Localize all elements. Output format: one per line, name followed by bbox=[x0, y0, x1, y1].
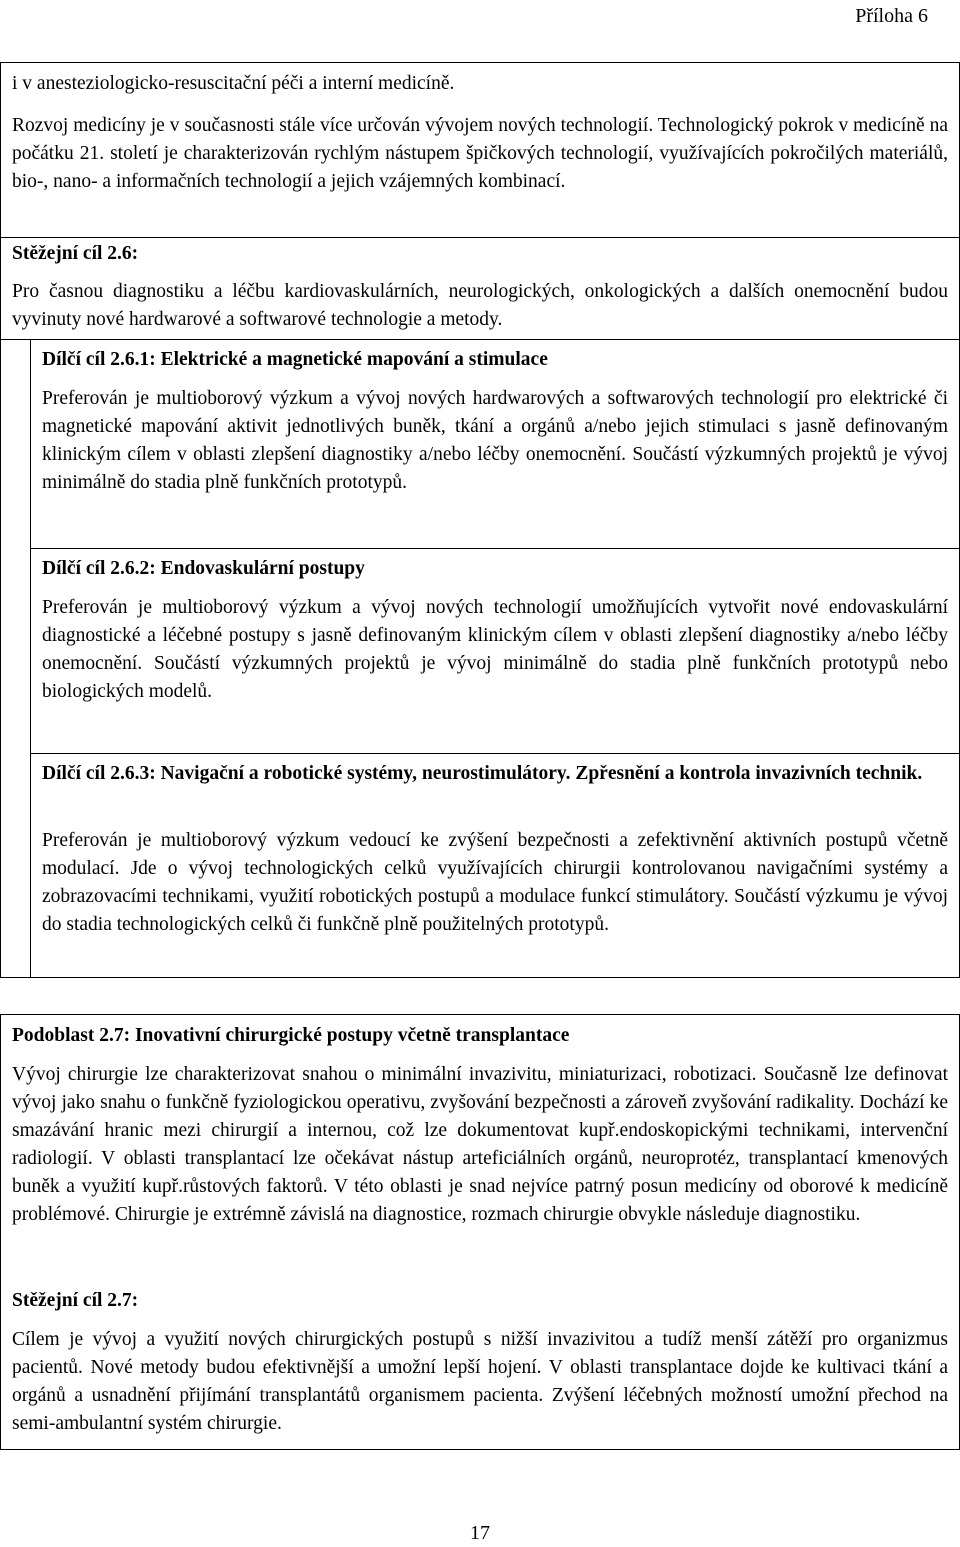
subgoal-2-6-2-text: Preferován je multioborový výzkum a vývoj nových technologií umožňujících vytvořit nové endovaskulární diagnostické a léčebné postupy s jasně definovaným klinickým cílem v oblasti zlepšení diagnostiky a/nebo léčby onemocnění. Součástí výzkumných projektů je vývoj minimálně do stadia plně funkčních prototypů nebo biologických modelů. bbox=[42, 597, 948, 702]
subgoal-2-6-2-heading: Dílčí cíl 2.6.2: Endovaskulární postupy bbox=[42, 558, 365, 579]
goal-2-6-text: Pro časnou diagnostiku a léčbu kardiovaskulárních, neurologických, onkologických a dalších onemocnění budou vyvinuty nové hardwarové a softwarové technologie a metody. bbox=[12, 281, 948, 330]
goal-2-7-heading: Stěžejní cíl 2.7: bbox=[12, 1290, 139, 1311]
page-number: 17 bbox=[470, 1522, 490, 1544]
subgoal-2-6-3-text: Preferován je multioborový výzkum vedoucí ke zvýšení bezpečnosti a zefektivnění aktivních postupů včetně modulací. Jde o vývoj technologických celků využívajících chirurgii kontrolovanou navigačními systémy a zobrazovacími technikami, využití robotických postupů a modulace funkcí stimulátory. Součástí výzkumu je vývoj do stadia technologických celků či funkčně plně použitelných prototypů. bbox=[42, 830, 948, 935]
subgoal-column-line bbox=[30, 339, 31, 978]
subgoal-2-6-3-heading: Dílčí cíl 2.6.3: Navigační a robotické systémy, neurostimulátory. Zpřesnění a kontrola invazivních technik. bbox=[42, 763, 923, 784]
subgoal-2-6-1-text: Preferován je multioborový výzkum a vývoj nových hardwarových a softwarových technologií pro elektrické či magnetické mapování aktivit jednotlivých buněk, tkání a orgánů a/nebo jejich stimulaci s jasně definovaným klinickým cílem v oblasti zlepšení diagnostiky a/nebo léčby onemocnění. Součástí výzkumných projektů je vývoj minimálně do stadia plně funkčních prototypů. bbox=[42, 388, 948, 493]
intro-line: i v anesteziologicko-resuscitační péči a interní medicíně. bbox=[12, 73, 455, 94]
appendix-label: Příloha 6 bbox=[855, 5, 928, 27]
divider bbox=[30, 753, 960, 754]
section-2-7-paragraph: Vývoj chirurgie lze charakterizovat snahou o minimální invazivitu, miniaturizaci, robotizaci. Současně lze definovat vývoj jako snahu o funkčně fyziologickou operativu, zvyšování bezpečnosti a zároveň zvyšování radikality. Dochází ke smazávání hranic mezi chirurgií a internou, což lze dokumentovat kupř.endoskopickými technikami, intervenční radiologií. V oblasti transplantací lze očekávat nástup arteficiálních orgánů, neuroprotéz, transplantací kmenových buněk a využití kupř.růstových faktorů. V této oblasti je snad nejvíce patrný posun medicíny od oborové k medicíně problémové. Chirurgie je extrémně závislá na diagnostice, rozmach chirurgie obvykle následuje diagnostiku. bbox=[12, 1064, 948, 1225]
divider bbox=[0, 237, 960, 238]
section-2-6-paragraph: Rozvoj medicíny je v současnosti stále více určován vývojem nových technologií. Technologický pokrok v medicíně na počátku 21. století je charakterizován rychlým nástupem špičkových technologií, využívajících pokročilých materiálů, bio-, nano- a informačních technologií a jejich vzájemných kombinací. bbox=[12, 115, 948, 192]
section-2-7-heading: Podoblast 2.7: Inovativní chirurgické postupy včetně transplantace bbox=[12, 1025, 570, 1046]
divider bbox=[30, 548, 960, 549]
divider bbox=[0, 339, 960, 340]
goal-2-6-heading: Stěžejní cíl 2.6: bbox=[12, 243, 139, 264]
subgoal-2-6-1-heading: Dílčí cíl 2.6.1: Elektrické a magnetické mapování a stimulace bbox=[42, 349, 548, 370]
goal-2-7-text: Cílem je vývoj a využití nových chirurgických postupů s nižší invazivitou a tudíž menší zátěží pro organizmus pacientů. Nové metody budou efektivnější a umožní lepší hojení. V oblasti transplantace dojde ke kultivaci tkání a orgánů a usnadnění přijímání transplantátů organismem pacienta. Zvýšení léčebných možností umožní přechod na semi-ambulantní systém chirurgie. bbox=[12, 1329, 948, 1434]
